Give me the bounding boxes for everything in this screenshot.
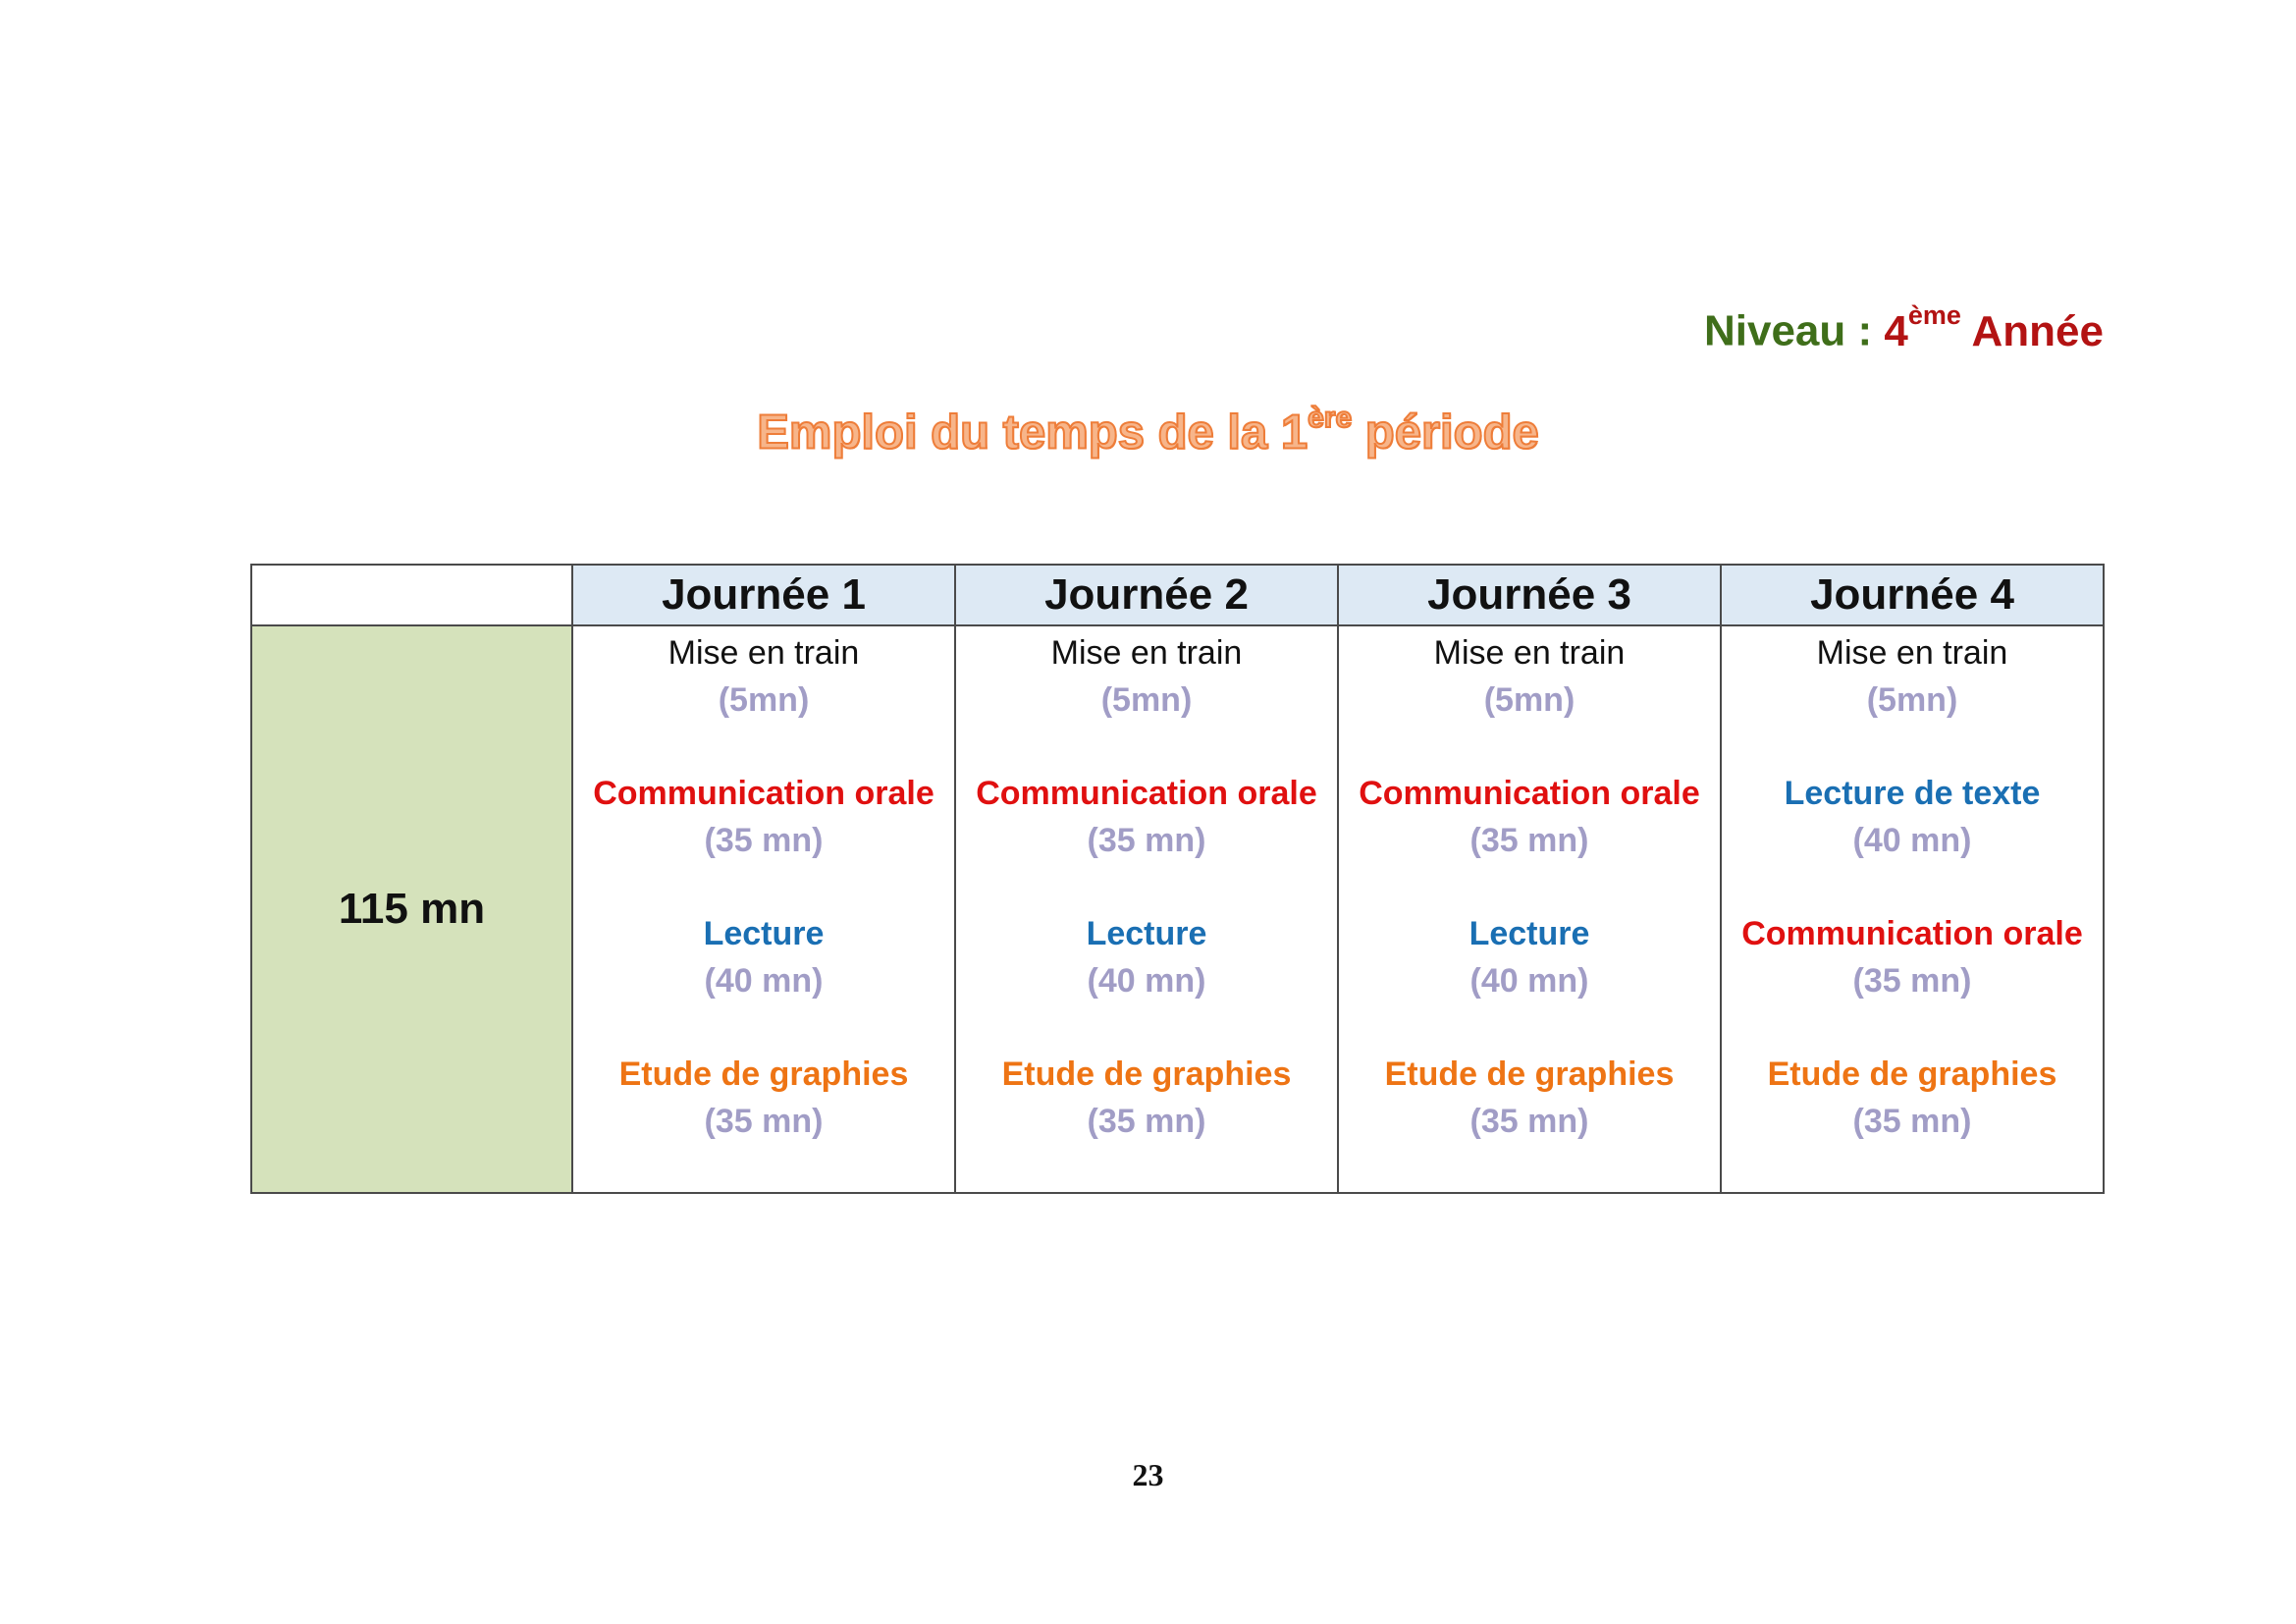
level-superscript: ème — [1907, 300, 1961, 330]
activity-block — [1722, 630, 2103, 771]
day-header: Journée 1 — [572, 565, 955, 625]
activity-block — [956, 771, 1337, 911]
total-duration-cell: 115 mn — [251, 625, 572, 1193]
activity-block — [956, 911, 1337, 1052]
activity-block — [1722, 1052, 2103, 1192]
activity-block — [1339, 630, 1720, 771]
activity-name: Communication orale — [976, 775, 1317, 812]
day-header: Journée 4 — [1721, 565, 2104, 625]
level-label: Niveau : — [1703, 306, 1873, 355]
activity-duration: (5mn) — [1100, 681, 1193, 719]
activity-name: Communication orale — [593, 775, 934, 812]
activity-duration: (35 mn) — [1087, 822, 1206, 859]
activity-duration: (5mn) — [1866, 681, 1958, 719]
activity-name: Etude de graphies — [618, 1056, 909, 1093]
activity-duration: (35 mn) — [1852, 962, 1972, 1000]
activity-name: Mise en train — [1050, 634, 1243, 672]
timetable — [250, 564, 2105, 1194]
activity-block — [573, 1052, 954, 1192]
timetable-header-row — [251, 565, 2104, 625]
activity-name: Mise en train — [1433, 634, 1626, 672]
activity-duration: (5mn) — [718, 681, 810, 719]
activity-name: Etude de graphies — [1001, 1056, 1292, 1093]
activity-block — [1339, 771, 1720, 911]
activity-block — [573, 630, 954, 771]
activity-name: Communication orale — [1359, 775, 1700, 812]
page-number: 23 — [1132, 1457, 1164, 1492]
title-superscript: ère — [1308, 402, 1353, 434]
activity-name: Lecture de texte — [1784, 775, 2041, 812]
activity-duration: (35 mn) — [1852, 1103, 1972, 1140]
activity-duration: (35 mn) — [1087, 1103, 1206, 1140]
title-suffix: période — [1364, 406, 1539, 460]
activity-duration: (40 mn) — [1852, 822, 1972, 859]
level-heading — [1704, 292, 2104, 361]
title-prefix: Emploi du temps de la 1 — [757, 406, 1308, 460]
level-value — [1884, 300, 2104, 355]
level-word: Année — [1971, 306, 2104, 355]
activity-block — [573, 911, 954, 1052]
activity-name: Mise en train — [1816, 634, 2008, 672]
activity-block — [956, 1052, 1337, 1192]
activity-duration: (5mn) — [1483, 681, 1575, 719]
day-header: Journée 3 — [1338, 565, 1721, 625]
activity-block — [1339, 1052, 1720, 1192]
activity-block — [1339, 911, 1720, 1052]
activity-name: Lecture — [1086, 915, 1207, 952]
activity-name: Etude de graphies — [1384, 1056, 1675, 1093]
level-number: 4 — [1884, 306, 1908, 355]
day-header: Journée 2 — [955, 565, 1338, 625]
activity-block — [573, 771, 954, 911]
activity-name: Lecture — [1468, 915, 1590, 952]
activity-duration: (35 mn) — [704, 1103, 824, 1140]
day-cell — [955, 625, 1338, 1193]
activity-duration: (40 mn) — [1087, 962, 1206, 1000]
day-cell — [1721, 625, 2104, 1193]
activity-block — [956, 630, 1337, 771]
activity-block — [1722, 911, 2103, 1052]
page-title — [0, 391, 2296, 463]
activity-duration: (40 mn) — [1469, 962, 1589, 1000]
activity-name: Etude de graphies — [1767, 1056, 2057, 1093]
day-cell — [1338, 625, 1721, 1193]
timetable-body-row — [251, 625, 2104, 1193]
activity-block — [1722, 771, 2103, 911]
activity-name: Lecture — [703, 915, 825, 952]
activity-duration: (35 mn) — [1469, 822, 1589, 859]
day-cell — [572, 625, 955, 1193]
activity-name: Communication orale — [1741, 915, 2083, 952]
activity-name: Mise en train — [667, 634, 860, 672]
activity-duration: (35 mn) — [704, 822, 824, 859]
corner-cell — [251, 565, 572, 625]
activity-duration: (35 mn) — [1469, 1103, 1589, 1140]
activity-duration: (40 mn) — [704, 962, 824, 1000]
